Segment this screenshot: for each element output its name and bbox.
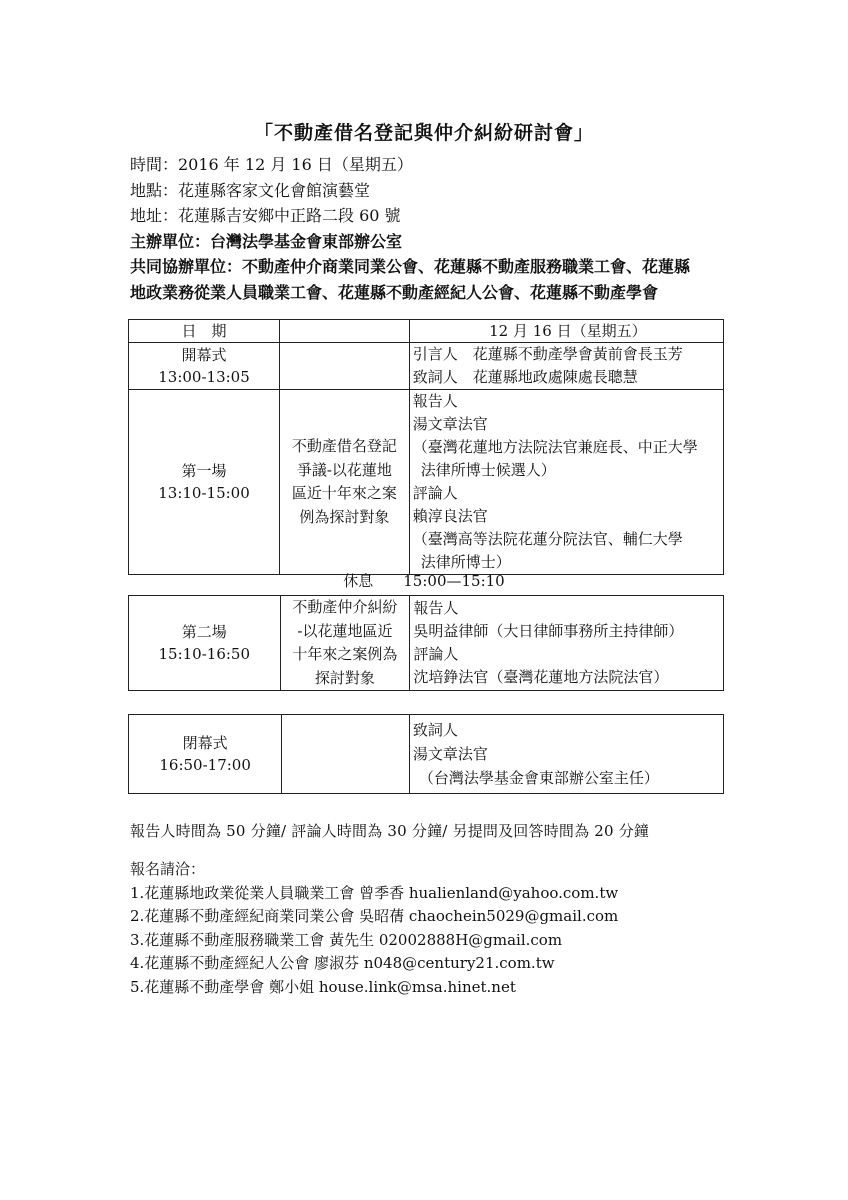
session1-detail-line: 報告人 bbox=[412, 392, 458, 410]
session2-detail-line: 報告人 bbox=[413, 599, 459, 617]
session1-detail-line: （臺灣高等法院花蓮分院法官、輔仁大學 bbox=[412, 530, 683, 548]
session1-detail-line: （臺灣花蓮地方法院法官兼庭長、中正大學 bbox=[412, 438, 698, 456]
closing-row bbox=[129, 715, 724, 794]
closing-details bbox=[409, 715, 723, 794]
session2-detail-line: 吳明益律師（大日律師事務所主持律師） bbox=[413, 622, 684, 640]
session1-topic-line: 不動產借名登記 bbox=[291, 437, 397, 455]
session2-topic bbox=[280, 596, 410, 691]
closing-detail-line: （台灣法學基金會東部辦公室主任） bbox=[418, 769, 659, 787]
registration-item: 2.花蓮縣不動產經紀商業同業公會 吳昭蒨 chaochein5029@gmail.com bbox=[130, 907, 619, 925]
opening-topic bbox=[280, 343, 410, 390]
session2-table bbox=[128, 595, 724, 691]
event-co-organizers-line2: 地政業務從業人員職業工會、花蓮縣不動產經紀人公會、花蓮縣不動產學會 bbox=[130, 282, 659, 302]
closing-cell bbox=[129, 715, 282, 794]
session2-detail-line: 評論人 bbox=[413, 645, 459, 663]
closing-time: 16:50-17:00 bbox=[159, 756, 251, 774]
event-venue: 地點：花蓮縣客家文化會館演藝堂 bbox=[130, 180, 371, 200]
session2-detail-line: 沈培錚法官（臺灣花蓮地方法院法官） bbox=[413, 668, 669, 686]
registration-block bbox=[130, 858, 618, 999]
session2-time: 15:10-16:50 bbox=[158, 645, 251, 663]
session1-details bbox=[409, 390, 723, 575]
page-title: 「不動產借名登記與仲介糾紛研討會」 bbox=[253, 122, 594, 144]
session2-topic-line: 十年來之案例為 bbox=[292, 645, 398, 663]
session1-detail-line: 賴淳良法官 bbox=[412, 507, 488, 525]
closing-name: 閉幕式 bbox=[182, 734, 228, 752]
session1-detail-line: 評論人 bbox=[412, 484, 458, 502]
session2-topic-line: 不動產仲介糾紛 bbox=[292, 598, 398, 616]
session2-details bbox=[410, 596, 724, 691]
session1-cell bbox=[129, 390, 280, 575]
event-co-organizers-line1: 共同協辦單位：不動產仲介商業同業公會、花蓮縣不動產服務職業工會、花蓮縣 bbox=[130, 257, 691, 276]
header-topic bbox=[280, 320, 410, 343]
opening-detail-line: 引言人 花蓮縣不動產學會黃前會長玉芳 bbox=[412, 345, 683, 363]
break-time: 休息 15:00—15:10 bbox=[343, 572, 505, 590]
session2-topic-line: -以花蓮地區近 bbox=[297, 621, 393, 640]
event-time: 時間：2016 年 12 月 16 日（星期五） bbox=[130, 155, 413, 174]
opening-details bbox=[409, 343, 723, 390]
session2-topic-line: 探討對象 bbox=[314, 668, 375, 687]
registration-item: 5.花蓮縣不動產學會 鄭小姐 house.link@msa.hinet.net bbox=[130, 977, 516, 996]
session1-topic-line: 區近十年來之案 bbox=[291, 484, 397, 502]
session2-cell bbox=[129, 596, 281, 691]
opening-row bbox=[129, 343, 724, 390]
session1-topic bbox=[280, 390, 410, 575]
registration-item: 1.花蓮縣地政業從業人員職業工會 曾季香 hualienland@yahoo.com.tw bbox=[130, 883, 619, 902]
session1-detail-line: 法律所博士） bbox=[420, 553, 511, 571]
event-address: 地址：花蓮縣吉安鄉中正路二段 60 號 bbox=[130, 206, 401, 225]
session1-detail-line: 湯文章法官 bbox=[412, 415, 488, 433]
opening-time: 13:00-13:05 bbox=[158, 368, 250, 386]
opening-name: 開幕式 bbox=[181, 346, 227, 364]
closing-detail-line: 致詞人 bbox=[412, 721, 458, 739]
session1-topic-line: 爭議-以花蓮地 bbox=[296, 460, 392, 479]
schedule-header-row bbox=[129, 320, 724, 343]
time-allocation-note: 報告人時間為 50 分鐘/ 評論人時間為 30 分鐘/ 另提問及回答時間為 20 分鐘 bbox=[130, 822, 650, 840]
opening-detail-line: 致詞人 花蓮縣地政處陳處長聰慧 bbox=[412, 368, 638, 386]
closing-detail-line: 湯文章法官 bbox=[412, 745, 488, 763]
session2-row bbox=[129, 596, 724, 691]
session1-topic-line: 例為探討對象 bbox=[299, 507, 390, 526]
closing-table bbox=[128, 714, 724, 794]
header-day: 12 月 16 日（星期五） bbox=[409, 320, 723, 343]
event-organizer: 主辦單位：台灣法學基金會東部辦公室 bbox=[130, 231, 403, 251]
session1-row bbox=[129, 390, 724, 575]
registration-item: 3.花蓮縣不動產服務職業工會 黃先生 02002888H@gmail.com bbox=[130, 930, 563, 949]
schedule-table bbox=[128, 319, 724, 575]
header-date: 日 期 bbox=[129, 320, 280, 343]
opening-cell bbox=[129, 343, 280, 390]
closing-topic bbox=[282, 715, 410, 794]
registration-heading: 報名請洽： bbox=[130, 860, 206, 878]
session2-name: 第二場 bbox=[181, 623, 227, 641]
session1-time: 13:10-15:00 bbox=[158, 484, 250, 502]
registration-item: 4.花蓮縣不動產經紀人公會 廖淑芬 n048@century21.com.tw bbox=[130, 954, 555, 972]
event-info bbox=[130, 152, 750, 305]
session1-detail-line: 法律所博士候選人） bbox=[420, 461, 556, 479]
session1-name: 第一場 bbox=[181, 462, 227, 480]
